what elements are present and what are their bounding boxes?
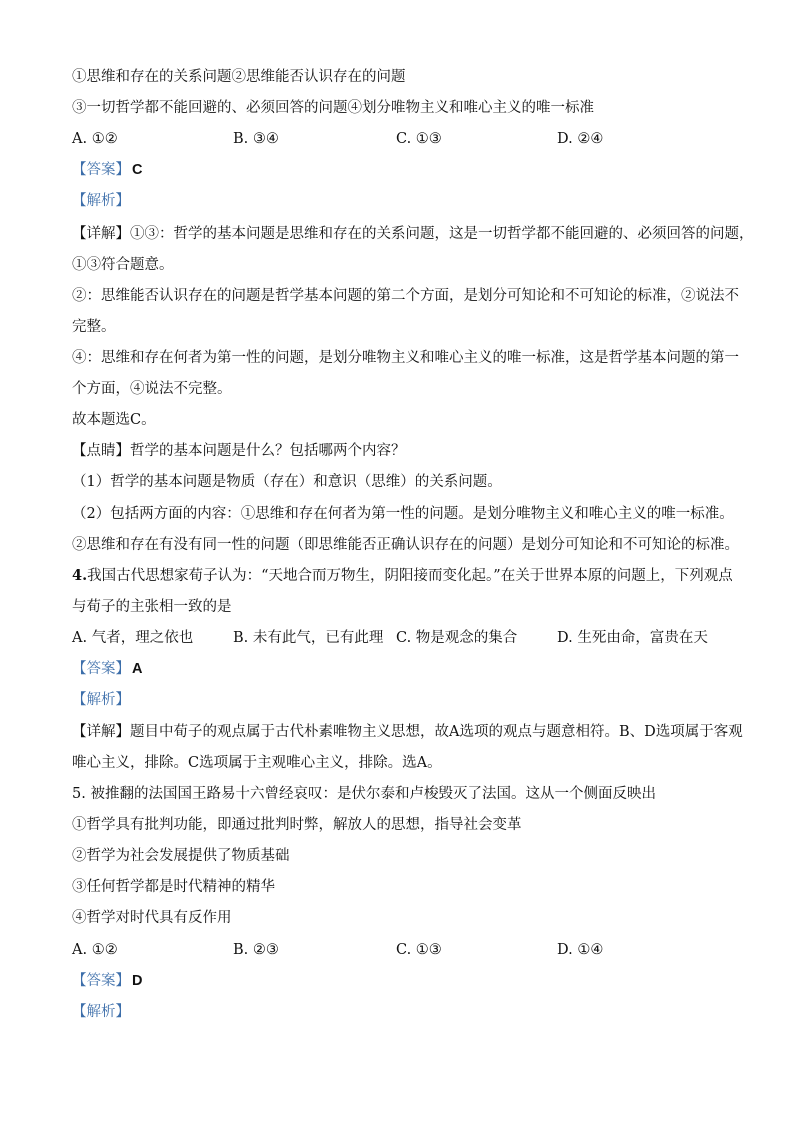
q3-point-2: （2）包括两方面的内容：①思维和存在何者为第一性的问题。是划分唯物主义和唯心主义的唯一标准。 <box>72 506 734 522</box>
q5-option-a: A. ①② <box>72 942 118 958</box>
q3-option-d: D. ②④ <box>557 131 604 147</box>
q3-options <box>72 129 724 149</box>
analysis-tag: 【解析】 <box>72 692 130 708</box>
q4-option-c: C. 物是观念的集合 <box>396 630 518 646</box>
q5-analysis-heading <box>72 1002 724 1022</box>
q3-statement-2: ③一切哲学都不能回避的、必须回答的问题④划分唯物主义和唯心主义的唯一标准 <box>72 100 594 116</box>
q5-statement-4: ④哲学对时代具有反作用 <box>72 910 232 926</box>
q3-detail-line-4: 完整。 <box>72 319 116 335</box>
q5-answer <box>72 971 724 991</box>
answer-tag: 【答案】 <box>72 661 130 677</box>
q3-analysis-heading <box>72 191 724 211</box>
q3-detail-line-1: 【详解】①③：哲学的基本问题是思维和存在的关系问题，这是一切哲学都不能回避的、必须回答的问题， <box>72 226 754 242</box>
q4-option-b: B. 未有此气，已有此理 <box>233 630 384 646</box>
q3-detail-line-5: ④：思维和存在何者为第一性的问题，是划分唯物主义和唯心主义的唯一标准，这是哲学基本问题的第一 <box>72 350 739 366</box>
q5-statement-1: ①哲学具有批判功能，即通过批判时弊，解放人的思想，指导社会变革 <box>72 817 522 833</box>
q3-conclusion: 故本题选C。 <box>72 412 156 428</box>
q4-detail-line-1: 【详解】题目中荀子的观点属于古代朴素唯物主义思想，故A选项的观点与题意相符。B、D选项属于客观 <box>72 724 743 740</box>
q4-stem-2: 与荀子的主张相一致的是 <box>72 599 232 615</box>
q5-statement-2: ②哲学为社会发展提供了物质基础 <box>72 848 290 864</box>
answer-value: D <box>132 973 143 989</box>
q4-analysis-heading <box>72 690 724 710</box>
q3-point-heading: 【点睛】哲学的基本问题是什么？包括哪两个内容？ <box>72 443 406 459</box>
answer-tag: 【答案】 <box>72 973 130 989</box>
q5-option-b: B. ②③ <box>233 942 279 958</box>
q5-stem: 5. 被推翻的法国国王路易十六曾经哀叹：是伏尔泰和卢梭毁灭了法国。这从一个侧面反映出 <box>72 786 656 802</box>
q4-answer <box>72 659 724 679</box>
q3-point-3: ②思维和存在有没有同一性的问题（即思维能否正确认识存在的问题）是划分可知论和不可知论的标准。 <box>72 537 739 553</box>
q5-statement-3: ③任何哲学都是时代精神的精华 <box>72 879 275 895</box>
q3-option-c: C. ①③ <box>396 131 442 147</box>
q5-options <box>72 940 724 960</box>
q3-point-1: （1）哲学的基本问题是物质（存在）和意识（思维）的关系问题。 <box>72 474 502 490</box>
q4-options <box>72 628 724 648</box>
q3-option-a: A. ①② <box>72 131 118 147</box>
q4-option-a: A. 气者，理之依也 <box>72 630 194 646</box>
answer-value: C <box>132 162 143 178</box>
q5-option-c: C. ①③ <box>396 942 442 958</box>
q3-answer <box>72 160 724 180</box>
q3-detail-line-3: ②：思维能否认识存在的问题是哲学基本问题的第二个方面，是划分可知论和不可知论的标准，②说法不 <box>72 288 739 304</box>
q4-number: 4. <box>72 567 88 584</box>
answer-value: A <box>132 661 143 677</box>
q5-option-d: D. ①④ <box>557 942 604 958</box>
answer-tag: 【答案】 <box>72 162 130 178</box>
q3-detail-line-2: ①③符合题意。 <box>72 257 174 273</box>
detail-tag: 【详解】 <box>72 724 130 740</box>
analysis-tag: 【解析】 <box>72 1004 130 1020</box>
analysis-tag: 【解析】 <box>72 193 130 209</box>
q3-detail-line-6: 个方面，④说法不完整。 <box>72 381 232 397</box>
q3-statement-1: ①思维和存在的关系问题②思维能否认识存在的问题 <box>72 69 406 85</box>
q4-stem-1: 4.我国古代思想家荀子认为：“天地合而万物生，阴阳接而变化起。”在关于世界本原的问题上，下列观点 <box>72 567 733 584</box>
q4-option-d: D. 生死由命，富贵在天 <box>557 630 708 646</box>
detail-tag: 【详解】 <box>72 226 130 242</box>
q4-detail-line-2: 唯心主义，排除。C选项属于主观唯心主义，排除。选A。 <box>72 755 442 771</box>
q3-option-b: B. ③④ <box>233 131 279 147</box>
point-tag: 【点睛】 <box>72 443 130 459</box>
